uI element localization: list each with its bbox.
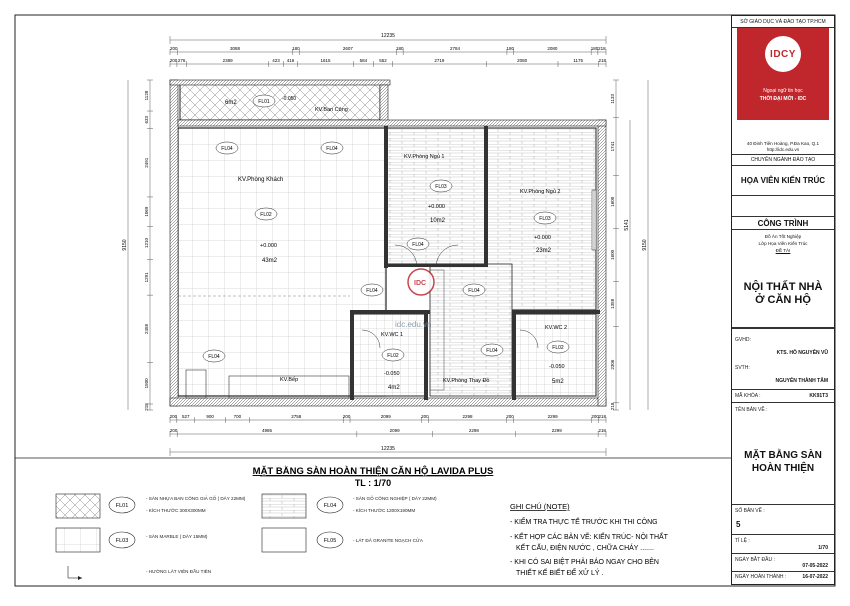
fl04-tag-0: FL04: [221, 146, 233, 152]
bottom-dim-a-6: 2099: [380, 414, 391, 419]
top-dim-row1: [170, 46, 606, 55]
right-dim-2: 1600: [610, 196, 615, 207]
left-dim-6: 2458: [144, 323, 149, 334]
drawing-scale: TL : 1/70: [354, 478, 392, 488]
bottom-dim-b-5: 218: [598, 428, 606, 433]
tb-sheet-no-label: SỐ BẢN VẼ :: [735, 508, 765, 514]
tb-topic-value: NỘI THẤT NHÀ Ở CĂN HỘ: [732, 260, 834, 328]
top-dim-b-3: 423: [272, 58, 280, 63]
top-total-label: 12235: [381, 33, 395, 39]
top-dim-a-8: 180: [590, 46, 599, 51]
top-dim-a-7: 2080: [547, 46, 558, 51]
top-dim-row2: [170, 58, 607, 67]
bedroom1-area: 10m2: [430, 218, 446, 224]
bottom-dim-a-9: 200: [506, 414, 514, 419]
bottom-dim-b-1: 4985: [262, 428, 273, 433]
tb-course-label: MÃ KHÓA :: [735, 393, 761, 399]
living-level: +0.000: [260, 243, 277, 249]
legend-fl04-code: FL04: [323, 503, 337, 509]
balcony-tag: FL01: [258, 99, 270, 105]
top-dim-a-6: 180: [506, 46, 515, 51]
left-dim-8: 218: [144, 403, 149, 411]
balcony-area: 6m2: [225, 100, 237, 106]
logo-text: IDCY: [770, 48, 796, 60]
notes-line-5: THIẾT KẾ BIẾT ĐỂ XỬ LÝ .: [516, 570, 604, 577]
legend-fl03-line1: - SÀN MARBLE ( DÀY 15MM): [146, 534, 208, 539]
tb-topic-label: ĐỀ TÀI: [775, 248, 791, 253]
top-dim-a-5: 2784: [450, 46, 461, 51]
fl04-tag-6: FL04: [486, 348, 498, 354]
tb-authority: SỞ GIÁO DỤC VÀ ĐÀO TẠO TP.HCM: [732, 16, 834, 28]
right-sub-dimension: [624, 80, 648, 410]
bedroom1-name: KV.Phòng Ngủ 1: [404, 154, 445, 160]
left-dim-4: 1210: [144, 237, 149, 248]
tb-project-line1: Đồ Án Tốt Nghiệp: [764, 234, 802, 239]
top-dim-b-7: 552: [379, 58, 387, 63]
left-dim-0: 1128: [144, 90, 149, 101]
logo-mark: [765, 36, 801, 72]
left-total-label: 9150: [122, 239, 128, 251]
legend-fl04-line2: - KÍCH THƯỚC 1200X190MM: [353, 508, 416, 513]
left-dim-column: [144, 80, 153, 411]
left-dim-2: 2491: [144, 157, 149, 168]
bottom-dim-b-0: 200: [169, 428, 178, 433]
bottom-dim-b-2: 2099: [389, 428, 400, 433]
tb-end-value: 16-07-2022: [802, 574, 828, 580]
wc1-name: KV.WC 1: [381, 332, 404, 338]
tb-drawing-label: TÊN BẢN VẼ :: [735, 407, 768, 413]
wc2-tag: FL02: [552, 345, 564, 351]
dressing-name: KV.Phòng Thay Đồ: [443, 378, 490, 384]
bottom-dim-a-1: 527: [182, 414, 190, 419]
logo-line1: Ngoại ngữ tin học: [763, 88, 803, 94]
tb-end-label: NGÀY HOÀN THÀNH :: [735, 574, 787, 580]
legend-fl04-line1: - SÀN GỖ CÔNG NGHIỆP ( DÀY 22MM): [353, 496, 437, 501]
top-dim-b-5: 1615: [320, 58, 331, 63]
fl04-tag-5: FL04: [412, 242, 424, 248]
left-dim-7: 1500: [144, 378, 149, 389]
top-dim-b-4: 416: [286, 58, 295, 63]
dressing-floor: [430, 264, 512, 396]
bedroom2-tag: FL03: [539, 216, 551, 222]
bottom-dim-a-11: 200: [591, 414, 599, 419]
right-dim-5: 2306: [610, 359, 615, 370]
notes: [510, 502, 669, 577]
right-dim-column: [610, 80, 619, 410]
tb-gvhd-label: GVHD:: [735, 337, 751, 343]
wc2-level: -0.050: [549, 364, 565, 370]
top-dim-a-3: 2607: [342, 46, 353, 51]
bottom-dim-a-7: 200: [421, 414, 429, 419]
bottom-dim-b-3: 2298: [468, 428, 479, 433]
right-dim-1: 1741: [610, 141, 615, 152]
tb-scale-value: 1/70: [818, 545, 828, 551]
right-dim-4: 1358: [610, 298, 615, 309]
fl04-tag-3: FL04: [468, 288, 480, 294]
bedroom1-tag: FL03: [435, 184, 447, 190]
top-dim-b-0: 200: [169, 58, 178, 63]
wc2-area: 5m2: [552, 379, 564, 385]
tb-start-label: NGÀY BẮT ĐẦU :: [735, 557, 775, 563]
legend-fl05-line1: - LÁT ĐÁ GRANITE NGẠCH CỬA: [353, 538, 423, 543]
legend-fl05-code: FL05: [323, 538, 337, 544]
bedroom2-area: 23m2: [536, 248, 552, 254]
left-dim-3: 1069: [144, 206, 149, 217]
bottom-dim-row1: [170, 414, 607, 423]
tb-svth-label: SVTH:: [735, 365, 750, 371]
top-dim-a-0: 200: [169, 46, 178, 51]
tb-project-label: CÔNG TRÌNH: [732, 216, 834, 230]
fl04-tag-1: FL04: [326, 146, 338, 152]
living-tag: FL02: [260, 212, 272, 218]
legend-fl03-code: FL03: [115, 538, 129, 544]
living-area: 43m2: [262, 258, 278, 264]
kitchen-name: KV.Bếp: [280, 377, 299, 383]
watermark-logo: IDC: [414, 280, 427, 287]
tb-website: http://idc.edu.vn: [766, 147, 800, 152]
balcony-level: -0.050: [282, 96, 297, 102]
living-name: KV.Phòng Khách: [238, 177, 284, 183]
bedroom1-floor: [386, 128, 486, 264]
top-dim-b-9: 2080: [517, 58, 528, 63]
balcony-name: KV.Ban Công: [315, 107, 348, 113]
bottom-dim-a-5: 200: [342, 414, 351, 419]
tb-address-block: [732, 141, 834, 153]
top-dim-b-2: 2389: [222, 58, 233, 63]
left-dim-5: 1291: [144, 272, 149, 283]
notes-line-3: KẾT CẤU, ĐIỆN NƯỚC , CHỮA CHÁY .......: [516, 545, 654, 552]
tb-dept-label: CHUYÊN NGÀNH ĐÀO TẠO: [732, 154, 834, 166]
tb-scale-label: TỈ LỆ :: [735, 538, 750, 544]
notes-line-1: - KIỂM TRA THỰC TẾ TRƯỚC KHI THI CÔNG: [510, 519, 658, 526]
legend: [56, 494, 437, 580]
legend-fl01-line1: - SÀN NHỰA BAN CÔNG GIẢ GỖ ( DÀY 22MM): [146, 496, 246, 501]
legend-fl01-line2: - KÍCH THƯỚC 300X300MM: [146, 508, 206, 513]
right-sub-label: 5141: [624, 219, 630, 231]
drawing-title: MẶT BẰNG SÀN HOÀN THIỆN CĂN HỘ LAVIDA PLUS: [252, 466, 494, 477]
right-dim-6: 218: [610, 402, 615, 411]
right-dim-3: 1600: [610, 249, 615, 260]
bedroom1-level: +0.000: [428, 204, 445, 210]
title-block: [731, 15, 835, 585]
top-dim-b-11: 218: [598, 58, 607, 63]
left-dim-1: 633: [144, 115, 149, 124]
left-total-dimension: [122, 80, 128, 410]
bottom-dim-a-10: 2299: [547, 414, 558, 419]
top-dim-b-6: 584: [359, 58, 368, 63]
tb-drawing-value: MẶT BẰNG SÀN HOÀN THIỆN: [732, 419, 834, 505]
bedroom2-name: KV.Phòng Ngủ 2: [520, 189, 561, 195]
bottom-dim-a-2: 900: [206, 414, 214, 419]
bottom-dim-row2: [170, 428, 606, 437]
tb-svth-value: NGUYỄN THÀNH TÂM: [775, 378, 828, 384]
tb-project-line2: Lớp Họa Viên Kiến Trúc: [758, 241, 808, 246]
fl04-tag-4: FL04: [208, 354, 220, 360]
top-dim-b-10: 1175: [573, 58, 584, 63]
tb-dept-value: HỌA VIÊN KIẾN TRÚC: [732, 166, 834, 196]
top-total-dimension: [170, 33, 606, 44]
notes-heading: GHI CHÚ (NOTE): [510, 502, 570, 511]
top-dim-b-1: 276: [177, 58, 186, 63]
logo-line2: THỜI ĐẠI MỚI - IDC: [759, 96, 807, 102]
watermark-text: idc.edu.vn: [395, 320, 432, 329]
bottom-total-label: 12235: [381, 446, 395, 452]
balcony-floor: [180, 84, 380, 120]
top-dim-a-4: 180: [396, 46, 404, 51]
top-dim-b-8: 2719: [434, 58, 445, 63]
top-dim-a-2: 180: [292, 46, 300, 51]
wc1-area: 4m2: [388, 385, 400, 391]
tb-address: 40 Đinh Tiên Hoàng, P.Đa Kao, Q.1: [746, 141, 820, 146]
wc2-name: KV.WC 2: [545, 325, 568, 331]
bottom-dim-a-12: 218: [598, 414, 607, 419]
tb-sheet-no-value: 5: [736, 520, 741, 529]
tb-gvhd-value: KTS. HỒ NGUYÊN VŨ: [776, 350, 828, 356]
tb-course-value: KK91T3: [809, 393, 828, 399]
bottom-dim-a-0: 200: [169, 414, 178, 419]
notes-line-4: - KHI CÓ SAI BIỆT PHẢI BÁO NGAY CHO BÊN: [510, 559, 659, 566]
tb-project-block: [732, 233, 834, 254]
school-logo: [737, 28, 829, 120]
bottom-dim-b-4: 2299: [551, 428, 562, 433]
notes-line-2: - KẾT HỢP CÁC BẢN VẼ: KIẾN TRÚC- NỘI THẤT: [510, 534, 668, 541]
bottom-total-dimension: [170, 446, 606, 456]
legend-direction-note: - HƯỚNG LÁT VIÊN ĐẦU TIÊN: [146, 569, 212, 574]
right-total-label: 9150: [642, 239, 648, 251]
bottom-dim-a-8: 2298: [462, 414, 473, 419]
right-dim-0: 1133: [610, 93, 615, 104]
watermark: [395, 269, 434, 329]
bottom-dim-a-3: 700: [233, 414, 242, 419]
fl04-tag-2: FL04: [366, 288, 378, 294]
wc1-level: -0.050: [384, 371, 400, 377]
top-dim-a-9: 218: [598, 46, 606, 51]
legend-fl01-code: FL01: [115, 503, 129, 509]
bedroom2-level: +0.000: [534, 235, 551, 241]
tb-start-value: 07-05-2022: [802, 563, 828, 569]
wc1-tag: FL02: [387, 353, 399, 359]
bottom-dim-a-4: 2758: [291, 414, 302, 419]
top-dim-a-1: 3088: [229, 46, 241, 51]
